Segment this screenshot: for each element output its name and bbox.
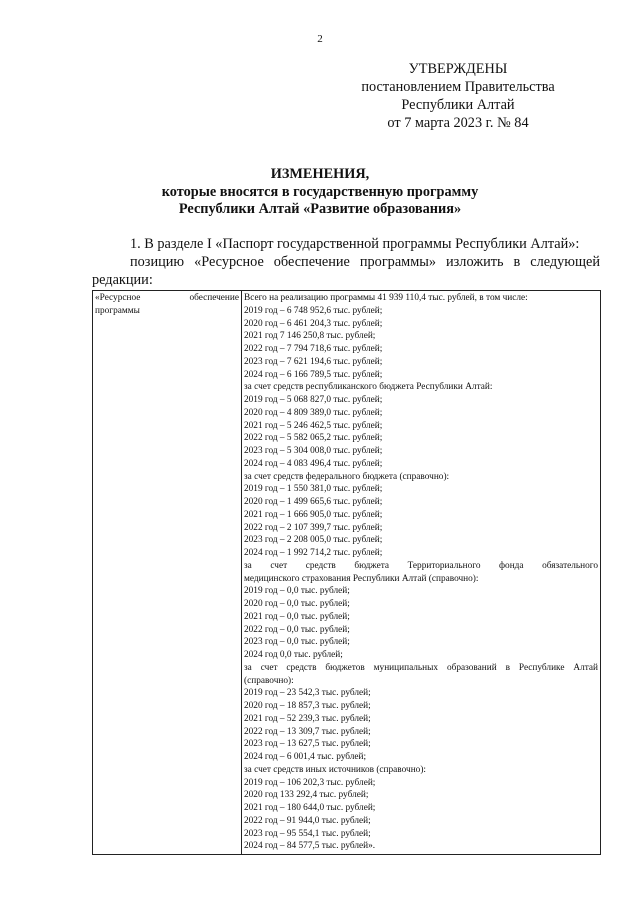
table-line: 2020 год – 6 461 204,3 тыс. рублей; (244, 318, 383, 329)
table-line: 2023 год – 2 208 005,0 тыс. рублей; (244, 535, 383, 546)
table-line: 2023 год – 7 621 194,6 тыс. рублей; (244, 356, 383, 367)
table-line: за счет средств бюджетов муниципальных образований в Республике Алтай (244, 662, 598, 673)
table-line: 2019 год – 1 550 381,0 тыс. рублей; (244, 484, 383, 495)
table-line: за счет средств иных источников (справочно): (244, 764, 427, 775)
table-line: (справочно): (244, 675, 294, 686)
table-line: 2021 год 7 146 250,8 тыс. рублей; (244, 331, 376, 342)
table-line: 2021 год – 0,0 тыс. рублей; (244, 611, 350, 622)
heading-title: ИЗМЕНЕНИЯ, (270, 166, 370, 182)
document-heading (0, 166, 640, 219)
table-line: 2021 год – 52 239,3 тыс. рублей; (244, 713, 371, 724)
resource-table (92, 290, 601, 855)
table-label-cell (93, 291, 242, 855)
table-line: 2021 год – 1 666 905,0 тыс. рублей; (244, 509, 383, 520)
approval-line: постановлением Правительства (361, 79, 555, 95)
table-line: 2024 год – 1 992 714,2 тыс. рублей; (244, 548, 383, 558)
table-line: 2022 год – 13 309,7 тыс. рублей; (244, 726, 371, 737)
table-line: 2019 год – 106 202,3 тыс. рублей; (244, 777, 376, 788)
table-line: за счет средств федерального бюджета (справочно): (244, 471, 450, 482)
table-line: за счет средств бюджета Территориального фонда обязательного (244, 560, 598, 571)
body-paragraph: 1. В разделе I «Паспорт государственной программы Республики Алтай»: (130, 236, 580, 252)
heading-subtitle: которые вносятся в государственную программу (161, 183, 479, 200)
table-line: 2024 год – 84 577,5 тыс. рублей». (244, 841, 376, 852)
table-line: 2023 год – 5 304 008,0 тыс. рублей; (244, 446, 383, 456)
table-line: 2020 год 133 292,4 тыс. рублей; (244, 790, 369, 801)
table-line: 2022 год – 0,0 тыс. рублей; (244, 624, 350, 635)
table-line: 2022 год – 2 107 399,7 тыс. рублей; (244, 522, 383, 533)
body-paragraph: позицию «Ресурсное обеспечение программы» изложить в следующей (130, 254, 600, 270)
label-word: обеспечение (189, 293, 239, 303)
table-line: 2022 год – 91 944,0 тыс. рублей; (244, 815, 371, 826)
table-line: 2021 год – 180 644,0 тыс. рублей; (244, 803, 376, 813)
table-line: 2021 год – 5 246 462,5 тыс. рублей; (244, 420, 383, 431)
table-line: 2020 год – 0,0 тыс. рублей; (244, 599, 350, 609)
table-row (93, 291, 601, 855)
table-line: 2022 год – 7 794 718,6 тыс. рублей; (244, 344, 383, 354)
table-line: 2020 год – 1 499 665,6 тыс. рублей; (244, 497, 383, 507)
table-line: 2020 год – 4 809 389,0 тыс. рублей; (244, 407, 383, 418)
table-line: 2023 год – 0,0 тыс. рублей; (244, 637, 350, 648)
table-line: 2019 год – 5 068 827,0 тыс. рублей; (244, 395, 383, 405)
table-line: 2019 год – 6 748 952,6 тыс. рублей; (244, 305, 383, 316)
label-word: «Ресурсное (95, 293, 141, 303)
table-value-cell (242, 291, 601, 855)
table-line: 2024 год – 6 166 789,5 тыс. рублей; (244, 369, 383, 380)
table-line: 2024 год – 6 001,4 тыс. рублей; (244, 752, 367, 762)
heading-subtitle: Республики Алтай «Развитие образования» (178, 201, 462, 217)
table-line: Всего на реализацию программы 41 939 110,4 тыс. рублей, в том числе: (244, 293, 528, 303)
table-line: медицинского страхования Республики Алтай (справочно): (244, 573, 479, 584)
table-line: 2024 год 0,0 тыс. рублей; (244, 650, 343, 660)
label-line: программы (95, 305, 140, 316)
table-line: за счет средств республиканского бюджета Республики Алтай: (244, 382, 493, 393)
approval-line: Республики Алтай (401, 97, 515, 113)
approval-stamp (328, 60, 588, 132)
table-line: 2022 год – 5 582 065,2 тыс. рублей; (244, 433, 383, 444)
table-line: 2020 год – 18 857,3 тыс. рублей; (244, 701, 371, 711)
table-line: 2019 год – 23 542,3 тыс. рублей; (244, 688, 371, 699)
label-line (95, 292, 239, 305)
table-line: 2019 год – 0,0 тыс. рублей; (244, 586, 350, 597)
approval-date: от 7 марта 2023 г. № 84 (387, 115, 529, 131)
table-line: 2023 год – 13 627,5 тыс. рублей; (244, 739, 371, 750)
page-number: 2 (317, 33, 323, 45)
table-line: 2024 год – 4 083 496,4 тыс. рублей; (244, 458, 383, 469)
approval-title: УТВЕРЖДЕНЫ (408, 61, 508, 77)
body-paragraph: редакции: (92, 272, 153, 288)
table-line: 2023 год – 95 554,1 тыс. рублей; (244, 828, 371, 839)
